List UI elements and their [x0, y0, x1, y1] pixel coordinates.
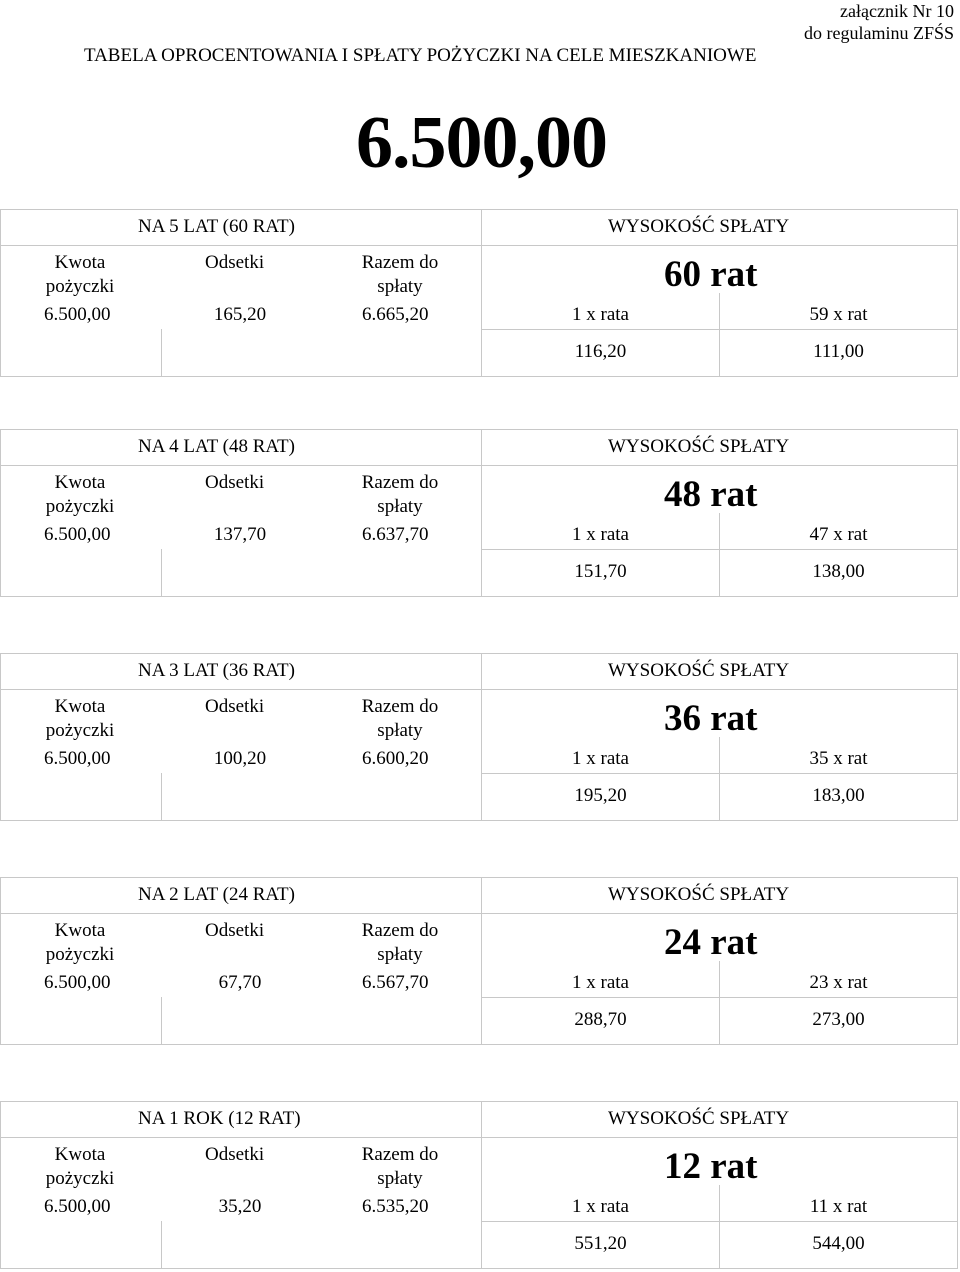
- col-interest-header: Odsetki: [205, 696, 265, 717]
- remaining-installments-value: 183,00: [812, 785, 865, 806]
- divider: [957, 877, 958, 1045]
- annex-line-2: do regulaminu ZFŚS: [803, 23, 954, 43]
- remaining-installments-label: 11 x rat: [809, 1196, 868, 1217]
- divider: [0, 877, 958, 878]
- repayment-header: WYSOKOŚĆ SPŁATY: [608, 436, 790, 457]
- divider: [0, 913, 958, 914]
- loan-amount-value: 6.500,00: [44, 524, 111, 545]
- remaining-installments-value: 273,00: [812, 1009, 865, 1030]
- annex-note: [804, 0, 954, 44]
- first-installment-label: 1 x rata: [572, 524, 629, 545]
- loan-term-section: [0, 429, 958, 597]
- remaining-installments-label: 35 x rat: [809, 748, 868, 769]
- divider: [161, 1221, 162, 1269]
- installments-count: 24 rat: [664, 922, 758, 963]
- total-repayment-value: 6.637,70: [362, 524, 429, 545]
- annex-line-1: załącznik Nr 10: [840, 1, 954, 21]
- total-repayment-value: 6.600,20: [362, 748, 429, 769]
- interest-value: 67,70: [218, 972, 262, 993]
- remaining-installments-value: 111,00: [813, 341, 864, 362]
- col-total-header-line2: spłaty: [377, 496, 423, 517]
- interest-value: 35,20: [218, 1196, 262, 1217]
- col-amount-header: [30, 1143, 130, 1191]
- loan-amount-value: 6.500,00: [44, 304, 111, 325]
- first-installment-label: 1 x rata: [572, 1196, 629, 1217]
- repayment-header: WYSOKOŚĆ SPŁATY: [608, 216, 790, 237]
- first-installment-value: 116,20: [574, 341, 627, 362]
- installments-count: 48 rat: [664, 474, 758, 515]
- divider: [161, 997, 162, 1045]
- repayment-header: WYSOKOŚĆ SPŁATY: [608, 660, 790, 681]
- remaining-installments-label: 23 x rat: [809, 972, 868, 993]
- first-installment-value: 195,20: [574, 785, 627, 806]
- col-amount-header-line1: Kwota: [54, 696, 106, 717]
- col-amount-header: [30, 251, 130, 299]
- loan-term-section: [0, 1101, 958, 1269]
- document-title: TABELA OPROCENTOWANIA I SPŁATY POŻYCZKI NA CELE MIESZKANIOWE: [84, 45, 757, 66]
- col-interest-header: Odsetki: [205, 1144, 265, 1165]
- repayment-header: WYSOKOŚĆ SPŁATY: [608, 1108, 790, 1129]
- remaining-installments-value: 138,00: [812, 561, 865, 582]
- col-total-header-line2: spłaty: [377, 944, 423, 965]
- divider: [0, 1101, 958, 1102]
- divider: [0, 429, 958, 430]
- col-amount-header-line2: pożyczki: [45, 276, 115, 297]
- divider: [0, 209, 1, 377]
- divider: [161, 773, 162, 821]
- total-repayment-value: 6.567,70: [362, 972, 429, 993]
- remaining-installments-value: 544,00: [812, 1233, 865, 1254]
- divider: [0, 1101, 1, 1269]
- col-interest-header: Odsetki: [205, 920, 265, 941]
- divider: [161, 329, 162, 377]
- divider: [0, 1137, 958, 1138]
- col-total-header-line1: Razem do: [361, 472, 439, 493]
- interest-value: 165,20: [213, 304, 267, 325]
- total-repayment-value: 6.665,20: [362, 304, 429, 325]
- col-total-header: [340, 695, 460, 743]
- col-total-header: [340, 251, 460, 299]
- divider: [0, 596, 958, 597]
- period-label: NA 4 LAT (48 RAT): [138, 436, 295, 457]
- remaining-installments-label: 47 x rat: [809, 524, 868, 545]
- installments-count: 60 rat: [664, 254, 758, 295]
- divider: [0, 653, 1, 821]
- col-amount-header-line1: Kwota: [54, 1144, 106, 1165]
- divider: [0, 1044, 958, 1045]
- divider: [0, 877, 1, 1045]
- col-amount-header: [30, 471, 130, 519]
- col-total-header-line2: spłaty: [377, 1168, 423, 1189]
- first-installment-label: 1 x rata: [572, 972, 629, 993]
- loan-term-section: [0, 653, 958, 821]
- col-total-header-line1: Razem do: [361, 696, 439, 717]
- loan-amount-value: 6.500,00: [44, 748, 111, 769]
- first-installment-label: 1 x rata: [572, 304, 629, 325]
- divider: [161, 549, 162, 597]
- first-installment-label: 1 x rata: [572, 748, 629, 769]
- period-label: NA 2 LAT (24 RAT): [138, 884, 295, 905]
- divider: [957, 653, 958, 821]
- col-amount-header-line2: pożyczki: [45, 944, 115, 965]
- divider: [0, 653, 958, 654]
- col-interest-header: Odsetki: [205, 252, 265, 273]
- divider: [0, 1268, 958, 1269]
- first-installment-value: 151,70: [574, 561, 627, 582]
- col-interest-header: Odsetki: [205, 472, 265, 493]
- divider: [0, 429, 1, 597]
- col-amount-header: [30, 695, 130, 743]
- loan-amount-heading: 6.500,00: [356, 102, 607, 184]
- divider: [0, 689, 958, 690]
- repayment-header: WYSOKOŚĆ SPŁATY: [608, 884, 790, 905]
- col-total-header-line2: spłaty: [377, 276, 423, 297]
- col-total-header: [340, 1143, 460, 1191]
- col-total-header-line1: Razem do: [361, 1144, 439, 1165]
- divider: [0, 820, 958, 821]
- loan-amount-value: 6.500,00: [44, 972, 111, 993]
- first-installment-value: 288,70: [574, 1009, 627, 1030]
- loan-term-section: [0, 209, 958, 377]
- col-total-header-line2: spłaty: [377, 720, 423, 741]
- remaining-installments-label: 59 x rat: [809, 304, 868, 325]
- divider: [957, 429, 958, 597]
- col-amount-header-line2: pożyczki: [45, 1168, 115, 1189]
- col-amount-header-line2: pożyczki: [45, 496, 115, 517]
- total-repayment-value: 6.535,20: [362, 1196, 429, 1217]
- interest-value: 100,20: [213, 748, 267, 769]
- col-amount-header-line1: Kwota: [54, 920, 106, 941]
- col-total-header: [340, 919, 460, 967]
- col-amount-header-line1: Kwota: [54, 252, 106, 273]
- col-total-header: [340, 471, 460, 519]
- col-total-header-line1: Razem do: [361, 252, 439, 273]
- loan-amount-value: 6.500,00: [44, 1196, 111, 1217]
- first-installment-value: 551,20: [574, 1233, 627, 1254]
- installments-count: 36 rat: [664, 698, 758, 739]
- col-amount-header: [30, 919, 130, 967]
- installments-count: 12 rat: [664, 1146, 758, 1187]
- period-label: NA 1 ROK (12 RAT): [138, 1108, 301, 1129]
- col-amount-header-line1: Kwota: [54, 472, 106, 493]
- divider: [0, 376, 958, 377]
- col-total-header-line1: Razem do: [361, 920, 439, 941]
- divider: [957, 209, 958, 377]
- divider: [0, 245, 958, 246]
- period-label: NA 5 LAT (60 RAT): [138, 216, 295, 237]
- period-label: NA 3 LAT (36 RAT): [138, 660, 295, 681]
- divider: [0, 209, 958, 210]
- col-amount-header-line2: pożyczki: [45, 720, 115, 741]
- interest-value: 137,70: [213, 524, 267, 545]
- divider: [0, 465, 958, 466]
- loan-term-section: [0, 877, 958, 1045]
- divider: [957, 1101, 958, 1269]
